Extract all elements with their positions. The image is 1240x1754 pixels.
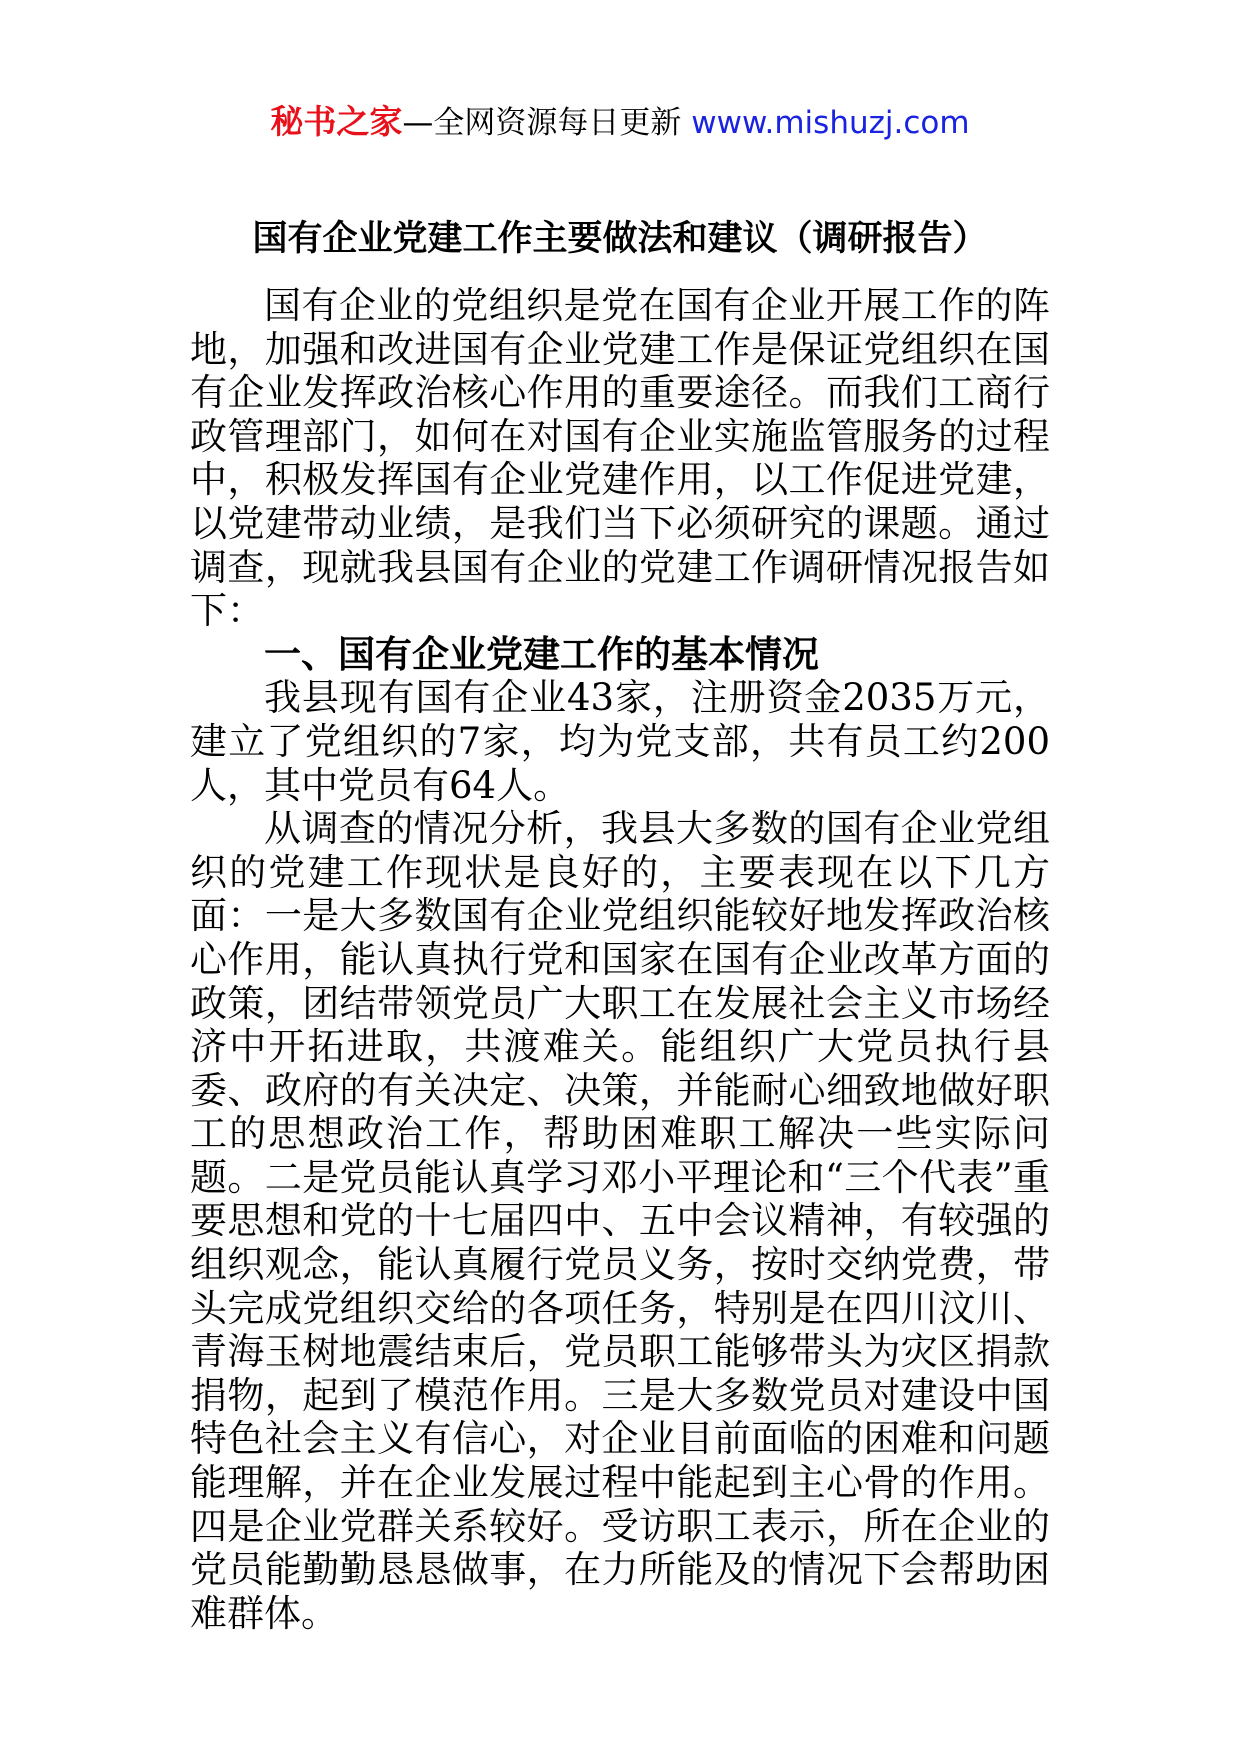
document-title: 国有企业党建工作主要做法和建议（调研报告） <box>252 219 988 259</box>
intro-paragraph: 国有企业的党组织是党在国有企业开展工作的阵地，加强和改进国有企业党建工作是保证党组织在国有企业发挥政治核心作用的重要途径。而我们工商行政管理部门，如何在对国有企业实施监管服务的过程中，积极发挥国有企业党建作用，以工作促进党建，以党建带动业绩，是我们当下必须研究的课题。通过调查，现就我县国有企业的党建工作调研情况报告如下： <box>190 284 1050 633</box>
site-url-link[interactable]: www.mishuzj.com <box>691 105 970 141</box>
brand-name: 秘书之家 <box>270 102 403 141</box>
body-paragraph: 我县现有国有企业43家，注册资金2035万元，建立了党组织的7家，均为党支部，共有员工约200人，其中党员有64人。 <box>190 676 1050 807</box>
section-heading: 一、国有企业党建工作的基本情况 <box>264 632 819 676</box>
banner-slogan: —全网资源每日更新 <box>402 105 682 141</box>
site-banner <box>0 100 1240 145</box>
body-paragraph: 从调查的情况分析，我县大多数的国有企业党组织的党建工作现状是良好的，主要表现在以下几方面：一是大多数国有企业党组织能较好地发挥政治核心作用，能认真执行党和国家在国有企业改革方面的政策，团结带领党员广大职工在发展社会主义市场经济中开拓进取，共渡难关。能组织广大党员执行县委、政府的有关决定、决策，并能耐心细致地做好职工的思想政治工作，帮助困难职工解决一些实际问题。二是党员能认真学习邓小平理论和“三个代表”重要思想和党的十七届四中、五中会议精神，有较强的组织观念，能认真履行党员义务，按时交纳党费，带头完成党组织交给的各项任务，特别是在四川汶川、青海玉树地震结束后，党员职工能够带头为灾区捐款捐物，起到了模范作用。三是大多数党员对建设中国特色社会主义有信心，对企业目前面临的困难和问题能理解，并在企业发展过程中能起到主心骨的作用。四是企业党群关系较好。受访职工表示，所在企业的党员能勤勤恳恳做事，在力所能及的情况下会帮助困难群体。 <box>190 807 1050 1635</box>
document-body <box>190 284 1050 1635</box>
